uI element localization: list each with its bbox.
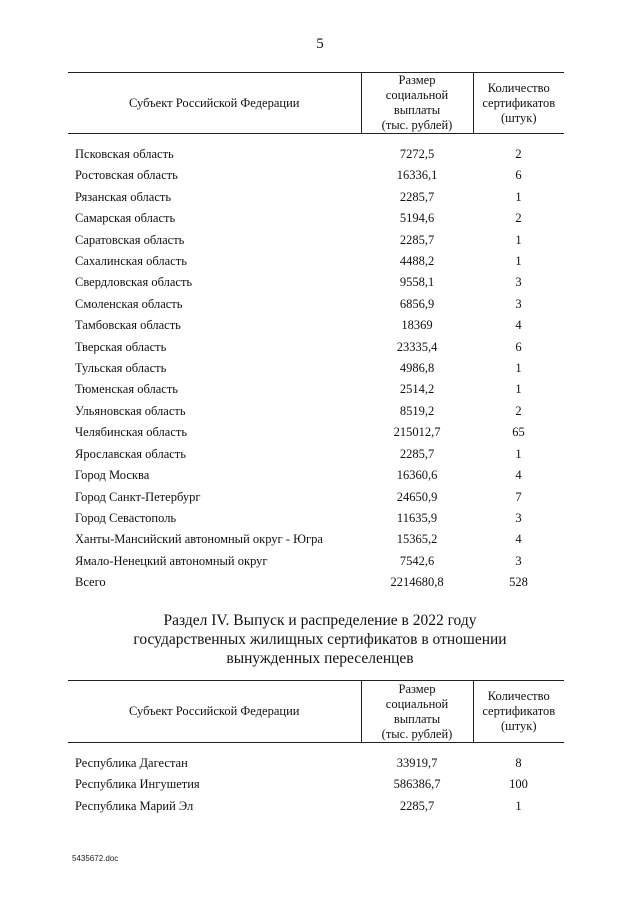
table-row (68, 465, 564, 486)
cell-count: 3 (515, 553, 522, 568)
cell-subject: Всего (75, 575, 106, 590)
table-body (68, 743, 564, 818)
cell-count: 1 (515, 189, 522, 204)
table-row (68, 230, 564, 251)
cell-count: 2 (515, 211, 522, 226)
cell-amount: 4986,8 (399, 361, 435, 376)
cell-count: 3 (515, 275, 522, 290)
page-number: 5 (316, 36, 324, 52)
allocation-table-continued (68, 72, 564, 594)
table-row (68, 572, 564, 593)
cell-subject: Тульская область (75, 361, 167, 376)
cell-amount: 2285,7 (399, 798, 435, 813)
cell-count: 100 (509, 777, 528, 792)
header-count-line: сертификатов (482, 704, 556, 718)
table-row (68, 187, 564, 208)
header-count-line: (штук) (500, 110, 537, 125)
header-amount (361, 73, 473, 134)
cell-count: 1 (515, 361, 522, 376)
table-body (68, 134, 564, 594)
cell-amount: 18369 (401, 318, 433, 333)
cell-count: 1 (515, 446, 522, 461)
cell-amount: 16360,6 (396, 468, 438, 483)
section-title-line: государственных жилищных сертификатов в отношении (133, 631, 507, 648)
header-amount-line: (тыс. рублей) (381, 726, 453, 741)
table-header-row (68, 681, 564, 743)
table-row (68, 379, 564, 400)
cell-count: 4 (515, 532, 522, 547)
header-count-line: Количество (487, 80, 550, 95)
cell-amount: 2285,7 (399, 446, 435, 461)
cell-subject: Республика Марий Эл (75, 798, 194, 813)
cell-subject: Республика Дагестан (75, 756, 188, 770)
header-count (473, 73, 564, 134)
table-spacer (68, 134, 564, 145)
table-row (68, 753, 564, 774)
cell-count: 6 (515, 339, 522, 354)
cell-subject: Сахалинская область (75, 254, 187, 269)
cell-count: 2 (515, 403, 522, 418)
cell-amount: 6856,9 (399, 296, 435, 311)
cell-subject: Рязанская область (75, 189, 172, 204)
header-count-line: (штук) (500, 719, 537, 733)
header-amount-line: Размер (398, 681, 436, 696)
document-id: 5435672.doc (72, 854, 119, 863)
cell-count: 4 (515, 318, 522, 333)
cell-amount: 33919,7 (396, 756, 438, 770)
cell-amount: 24650,9 (396, 489, 438, 504)
header-subject: Субъект Российской Федерации (68, 73, 361, 134)
section-title-line: Раздел IV. Выпуск и распределение в 2022 году (163, 612, 477, 629)
cell-amount: 2285,7 (399, 232, 435, 247)
table-row (68, 551, 564, 572)
cell-subject: Город Санкт-Петербург (75, 489, 201, 504)
table-row (68, 208, 564, 229)
header-count-line: Количество (487, 689, 550, 703)
cell-amount: 11635,9 (396, 510, 438, 525)
cell-subject: Город Москва (75, 468, 150, 483)
section-title-line: вынужденных переселенцев (226, 650, 414, 667)
table-row (68, 508, 564, 529)
cell-subject: Ханты-Мансийский автономный округ - Югра (75, 532, 323, 547)
table-row (68, 444, 564, 465)
cell-subject: Город Севастополь (75, 510, 177, 525)
cell-count: 1 (515, 254, 522, 269)
cell-amount: 9558,1 (399, 275, 435, 290)
cell-amount: 5194,6 (399, 211, 435, 226)
cell-amount: 23335,4 (396, 339, 438, 354)
table-row (68, 251, 564, 272)
cell-subject: Ростовская область (75, 168, 178, 183)
table-row (68, 315, 564, 336)
header-amount-line: социальной (385, 88, 449, 102)
allocation-table-refugees (68, 680, 564, 817)
cell-subject: Псковская область (75, 147, 174, 161)
cell-subject: Ульяновская область (75, 403, 186, 418)
cell-count: 7 (515, 489, 522, 504)
header-subject: Субъект Российской Федерации (68, 681, 361, 743)
header-count (473, 681, 564, 743)
table-row (68, 337, 564, 358)
cell-amount: 16336,1 (396, 168, 438, 183)
header-amount-line: выплаты (393, 711, 441, 726)
cell-subject: Тамбовская область (75, 318, 181, 333)
cell-amount: 7272,5 (399, 147, 435, 161)
cell-subject: Смоленская область (75, 296, 183, 311)
table-row (68, 401, 564, 422)
cell-subject: Челябинская область (75, 425, 188, 440)
table-row (68, 358, 564, 379)
section-title (0, 611, 640, 668)
cell-amount: 8519,2 (399, 403, 435, 418)
cell-count: 65 (512, 425, 525, 440)
cell-amount: 15365,2 (396, 532, 438, 547)
cell-amount: 2285,7 (399, 189, 435, 204)
cell-count: 8 (515, 756, 522, 770)
header-amount-line: Размер (398, 73, 436, 87)
table-row (68, 165, 564, 186)
cell-count: 528 (509, 575, 528, 590)
header-amount (361, 681, 473, 743)
table-row (68, 272, 564, 293)
table-row (68, 294, 564, 315)
cell-amount: 2214680,8 (390, 575, 444, 590)
table-header-row (68, 73, 564, 134)
cell-count: 1 (515, 382, 522, 397)
cell-subject: Ярославская область (75, 446, 186, 461)
cell-count: 3 (515, 296, 522, 311)
cell-count: 4 (515, 468, 522, 483)
cell-subject: Саратовская область (75, 232, 185, 247)
cell-amount: 2514,2 (399, 382, 435, 397)
cell-subject: Тюменская область (75, 382, 178, 397)
cell-count: 3 (515, 510, 522, 525)
table-row (68, 796, 564, 817)
cell-amount: 586386,7 (393, 777, 441, 792)
header-amount-line: социальной (385, 696, 449, 711)
cell-amount: 215012,7 (393, 425, 441, 440)
header-amount-line: выплаты (393, 103, 441, 117)
cell-subject: Республика Ингушетия (75, 777, 200, 792)
cell-subject: Ямало-Ненецкий автономный округ (75, 553, 268, 568)
table-row (68, 487, 564, 508)
cell-count: 1 (515, 232, 522, 247)
cell-subject: Тверская область (75, 339, 167, 354)
table-row (68, 529, 564, 550)
cell-amount: 7542,6 (399, 553, 435, 568)
cell-count: 2 (515, 147, 522, 161)
cell-subject: Свердловская область (75, 275, 193, 290)
table-row (68, 422, 564, 443)
header-count-line: сертификатов (482, 95, 556, 110)
header-amount-line: (тыс. рублей) (381, 118, 453, 132)
table-row (68, 774, 564, 795)
table-row (68, 144, 564, 165)
cell-count: 6 (515, 168, 522, 183)
cell-subject: Самарская область (75, 211, 176, 226)
table-spacer (68, 743, 564, 754)
cell-count: 1 (515, 798, 522, 813)
cell-amount: 4488,2 (399, 254, 435, 269)
